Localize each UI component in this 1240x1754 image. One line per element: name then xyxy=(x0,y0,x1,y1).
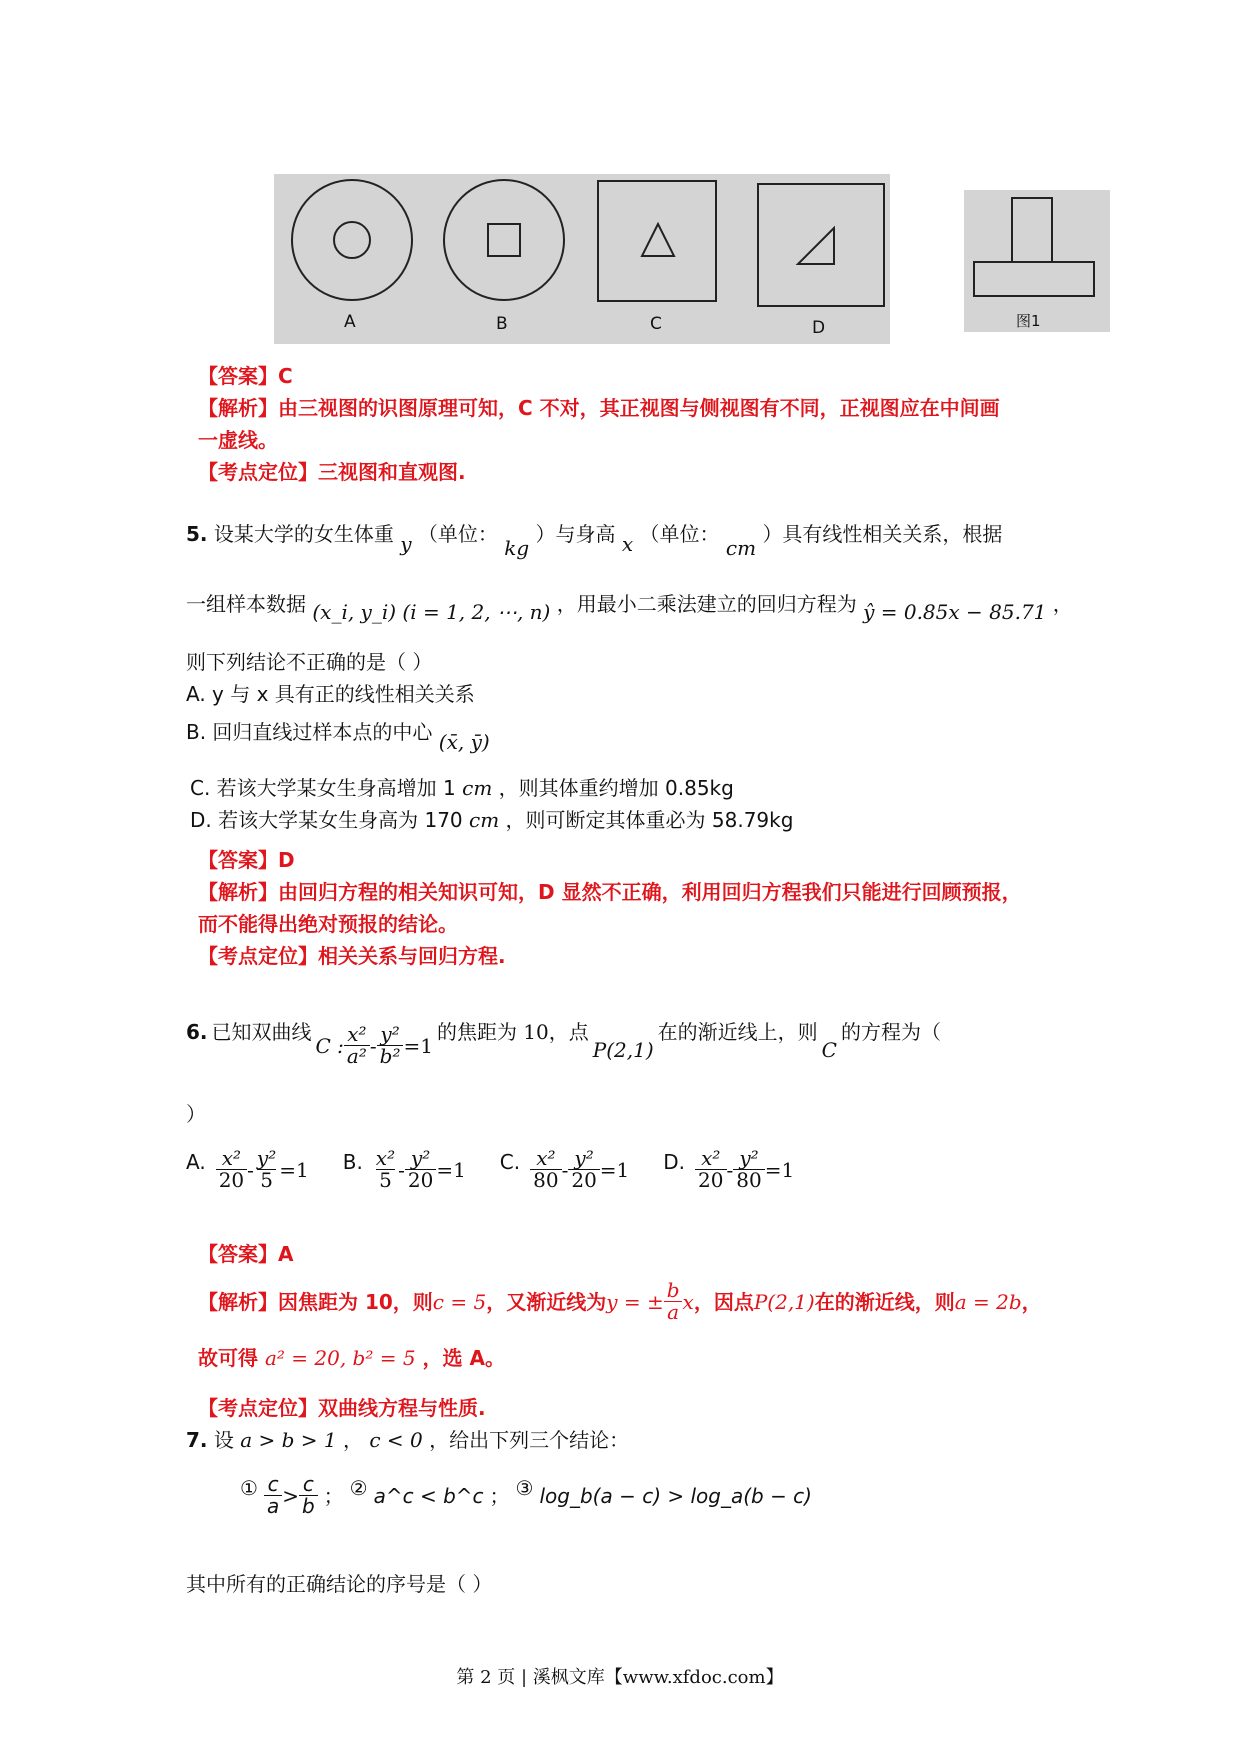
q5-line2 xyxy=(186,590,1073,624)
q6-analysis-relation: a = 2b xyxy=(954,1289,1022,1314)
q6-hyperbola-equation: C : $\frac{\text{x²}}{\text{a²}}$ - $\frac{\text{y²}}{\text{b²}}$ =1 xyxy=(315,1022,433,1068)
q6-analysis-line2: 故可得 a² = 20, b² = 5 ，选 A。 xyxy=(198,1346,505,1370)
q5-option-c-unit: cm xyxy=(462,776,493,800)
q7-question: 其中所有的正确结论的序号是（ ） xyxy=(186,1572,493,1596)
q7-conclusions: ① $\frac{c}{a}$ > $\frac{c}{b}$ ； ② a^c < b^c ； ③ log_b(a − c) > log_a(b − c) xyxy=(240,1472,812,1518)
q6-frac-y: $\frac{\text{y²}}{\text{b²}}$ xyxy=(377,1024,404,1067)
figure-1 xyxy=(964,190,1110,332)
q6-options xyxy=(186,1148,794,1191)
q5-var-x: x xyxy=(621,532,634,556)
q5-sample-data: (x_i, y_i) (i = 1, 2, ⋯, n) xyxy=(312,600,551,624)
q5-line2-text-a: 一组样本数据 xyxy=(186,592,306,616)
option-c-triangle xyxy=(642,224,674,256)
q6-option-b: B. $\frac{\text{x²}}{5}$ - $\frac{\text{y²}}{20}$ =1 xyxy=(342,1146,466,1192)
q5-line2-text-c: ， xyxy=(1052,592,1073,616)
q5-text-a: 设某大学的女生体重 xyxy=(213,522,394,546)
q5-option-b xyxy=(186,718,490,754)
q7-condition-2: c < 0 xyxy=(369,1428,423,1452)
q5-number: 5. xyxy=(186,522,208,546)
q7-condition-1: a > b > 1 xyxy=(240,1428,337,1452)
q7-number: 7. xyxy=(186,1428,208,1452)
q6-frac-x: $\frac{\text{x²}}{\text{a²}}$ xyxy=(344,1024,370,1067)
option-d-label: D xyxy=(812,318,826,338)
q5-line2-text-b: ，用最小二乘法建立的回归方程为 xyxy=(556,592,857,616)
q5-option-c-text-b: ，则其体重约增加 0.85kg xyxy=(498,776,734,800)
options-figure-svg xyxy=(274,174,890,344)
q6-line1 xyxy=(186,1018,941,1088)
q5-unit-open-1: （单位： xyxy=(417,522,498,546)
option-b-inner-square xyxy=(488,224,520,256)
q5-point: 【考点定位】相关关系与回归方程. xyxy=(198,944,506,968)
q5-regression-equation: ŷ = 0.85x − 85.71 xyxy=(863,600,1047,624)
q4-answer: 【答案】C xyxy=(198,364,293,388)
option-a-label: A xyxy=(344,312,356,332)
q5-text-c: ）具有线性相关关系，根据 xyxy=(762,522,1003,546)
q4-analysis-line2: 一虚线。 xyxy=(198,428,278,452)
q6-analysis-values: a² = 20, b² = 5 xyxy=(264,1346,416,1370)
q5-question: 则下列结论不正确的是（ ） xyxy=(186,650,433,674)
q5-option-d xyxy=(190,806,793,834)
q5-option-b-text: B. 回归直线过样本点的中心 xyxy=(186,720,433,744)
option-d-square xyxy=(758,184,884,306)
option-a-outer-circle xyxy=(292,180,412,300)
q7-line1: 7. 设 a > b > 1 ， c < 0 ，给出下列三个结论： xyxy=(186,1428,630,1452)
q6-analysis-asymptote: y = ± xyxy=(606,1289,664,1314)
q5-unit-cm: cm xyxy=(725,536,757,560)
q7-conclusion-2: a^c < b^c xyxy=(373,1483,484,1508)
q5-unit-kg: kg xyxy=(504,536,530,560)
page-footer: 第 2 页 | 溪枫文库【www.xfdoc.com】 xyxy=(456,1667,784,1688)
q6-curve-c: C xyxy=(821,1038,837,1062)
q7-mark-1: ① xyxy=(240,1476,258,1500)
option-b-outer-circle xyxy=(444,180,564,300)
q6-curve-lhs: C : xyxy=(315,1033,344,1058)
q6-text-a: 已知双曲线 xyxy=(211,1020,312,1044)
q6-point-p: P(2,1) xyxy=(592,1038,654,1062)
q6-text-c: 在的渐近线上，则 xyxy=(657,1020,818,1044)
q5-analysis-line1: 【解析】由回归方程的相关知识可知，D 显然不正确，利用回归方程我们只能进行回顾预报， xyxy=(198,880,1022,904)
q5-option-d-text-b: ，则可断定其体重必为 58.79kg xyxy=(505,808,794,832)
option-a-inner-circle xyxy=(334,222,370,258)
q5-line1 xyxy=(186,520,1066,560)
q5-option-c-text-a: C. 若该大学某女生身高增加 1 xyxy=(190,776,456,800)
q5-answer: 【答案】D xyxy=(198,848,295,872)
q5-analysis-line2: 而不能得出绝对预报的结论。 xyxy=(198,912,458,936)
q6-point: 【考点定位】双曲线方程与性质. xyxy=(198,1396,486,1420)
q6-text-d: 的方程为（ xyxy=(840,1020,941,1044)
q4-point: 【考点定位】三视图和直观图. xyxy=(198,460,466,484)
q6-analysis-line1: 【解析】因焦距为 10，则 c = 5 ，又渐近线为 y = ± $\frac{b}{a}$ x ，因点 P(2,1) 在的渐近线，则 a = 2b ， xyxy=(198,1278,1042,1324)
q6-option-d: D. $\frac{\text{x²}}{20}$ - $\frac{\text{y²}}{80}$ =1 xyxy=(663,1146,795,1192)
q6-option-a: A. $\frac{\text{x²}}{20}$ - $\frac{\text{y²}}{5}$ =1 xyxy=(186,1146,309,1192)
q6-number: 6. xyxy=(186,1020,208,1044)
q5-unit-open-2: （单位： xyxy=(639,522,720,546)
q7-conclusion-3: log_b(a − c) > log_a(b − c) xyxy=(539,1483,812,1508)
q7-mark-2: ② xyxy=(349,1476,368,1500)
option-b-label: B xyxy=(496,314,508,334)
q5-option-d-text-a: D. 若该大学某女生身高为 170 xyxy=(190,808,463,832)
q5-option-d-unit: cm xyxy=(469,808,500,832)
figure-1-upper-block xyxy=(1012,198,1052,262)
figure-1-base-block xyxy=(974,262,1094,296)
q7-conclusion-1: $\frac{c}{a}$ > $\frac{c}{b}$ xyxy=(264,1474,318,1517)
option-c-square xyxy=(598,181,716,301)
q6-analysis-point: P(2,1) xyxy=(753,1289,815,1314)
q5-option-c xyxy=(190,774,734,802)
option-d-triangle xyxy=(798,228,834,264)
q6-analysis-frac: $\frac{b}{a}$ xyxy=(664,1280,683,1323)
figure-1-caption: 图1 xyxy=(1016,312,1041,330)
q4-analysis-line1: 【解析】由三视图的识图原理可知，C 不对，其正视图与侧视图有不同，正视图应在中间画 xyxy=(198,396,1000,420)
q7-mark-3: ③ xyxy=(515,1476,534,1500)
q5-text-b: ）与身高 xyxy=(535,522,616,546)
q5-option-a: A. y 与 x 具有正的线性相关关系 xyxy=(186,682,475,706)
options-figure xyxy=(274,174,890,344)
q5-var-y: y xyxy=(400,532,412,556)
option-c-label: C xyxy=(650,314,662,334)
q6-analysis-c-value: c = 5 xyxy=(432,1289,487,1314)
q6-close-paren: ） xyxy=(186,1102,206,1126)
q6-option-c: C. $\frac{\text{x²}}{80}$ - $\frac{\text{y²}}{20}$ =1 xyxy=(499,1146,630,1192)
q6-text-b: 的焦距为 10，点 xyxy=(436,1020,589,1044)
q6-answer: 【答案】A xyxy=(198,1242,294,1266)
q5-option-b-center: (x̄, ȳ) xyxy=(438,730,490,754)
